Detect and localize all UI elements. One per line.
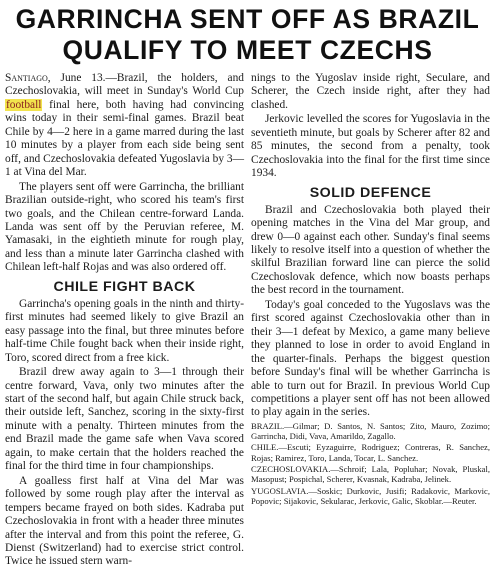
- paragraph-opening-matches: Brazil and Czechoslovakia both played their opening matches in the Vina del Mar group, and drew 0—0 against each other. Sunday's final seems likely to resolve itself into a question of whether the skilful Brazilian forward line can pierce the solid Czechoslovak defence, which now boasts perhaps the best record in the tournament.: [251, 203, 490, 297]
- paragraph-opening-goals: Garrincha's opening goals in the ninth and thirty-first minutes had seemed likely to give Brazil an easy passage into the final, but three minutes before half-time Chile fought back when their inside right, Toro, scored direct from a free kick.: [5, 297, 244, 364]
- headline-line-1: GARRINCHA SENT OFF AS BRAZIL: [15, 4, 480, 34]
- lineup-czechoslovakia: CZECHOSLOVAKIA.—Schroif; Lala, Popluhar; Novak, Pluskal, Masopust; Pospichal, Scherer, Kvasnak, Kadraba, Jelinek.: [251, 464, 490, 485]
- headline-line-2: QUALIFY TO MEET CZECHS: [62, 35, 433, 65]
- paragraph-jerkovic: Jerkovic levelled the scores for Yugoslavia in the seventieth minute, but goals by Scherer after 82 and 85 minutes, the second from a penalty, took Czechoslovakia into the final for the first time since 1934.: [251, 113, 490, 180]
- subheading-solid-defence: SOLID DEFENCE: [309, 184, 432, 201]
- lead-paragraph: [5, 72, 244, 180]
- paragraph-goalless-first-half: A goalless first half at Vina del Mar was followed by some rough play after the interval as tempers became frayed on both sides. Kadraba put Czechoslovakia in front with a header three minutes after the interval and from this point the referee, G. Dienst (Switzerland) had to exercise strict control. Twice he issued stern warn-: [5, 474, 244, 568]
- paragraph-continued-warnings: nings to the Yugoslav inside right, Seculare, and Scherer, the Czech inside right, after they had clashed.: [251, 72, 490, 111]
- left-column: [5, 72, 244, 570]
- dateline: Santiago,: [5, 72, 51, 84]
- lead-text-before: June 13.—Brazil, the holders, and Czechoslovakia, will meet in Sunday's World Cup: [5, 72, 244, 98]
- headline: [0, 4, 495, 66]
- lineup-chile: CHILE.—Escuti; Eyzaguirre, Rodriguez; Contreras, R. Sanchez, Rojas; Ramirez, Toro, Landa, Tocar, L. Sanchez.: [251, 442, 490, 463]
- highlighted-word: football: [6, 98, 42, 111]
- subheading-chile-fight-back: CHILE FIGHT BACK: [53, 278, 196, 295]
- lineup-brazil: BRAZIL.—Gilmar; D. Santos, N. Santos; Zito, Mauro, Zozimo; Garrincha, Didi, Vava, Amarildo, Zagallo.: [251, 420, 490, 442]
- lead-text-after: final here, both having had convincing wins today in their semi-final games. Brazil beat Chile by 4—2 here in a game marred during the last 10 minutes by a player from each side being sent off, and Czechoslovakia defeated Yugoslavia by 3—1 at Vina del Mar.: [5, 98, 244, 179]
- lineup-yugoslavia: YUGOSLAVIA.—Soskic; Durkovic, Jusifi; Radakovic, Markovic, Popovic; Sijakovic, Sekularac, Jerkovic, Galic, Skoblar.—Reuter.: [251, 485, 490, 506]
- paragraph-sent-off: The players sent off were Garrincha, the brilliant Brazilian outside-right, who scored his team's first two goals, and the Chilean centre-forward Landa. Landa was sent off by the Peruvian referee, M. Yamasaki, in the eightieth minute for rough play, and less than a minute later Garrincha clashed with Chilean left-half Rojas and was also ordered off.: [5, 180, 244, 274]
- paragraph-todays-goal: Today's goal conceded to the Yugoslavs was the first scored against Czechoslovakia other than in their 3—1 defeat by Mexico, a game many believe they planned to lose in order to avoid England in the quarter-finals. Perhaps the biggest question before Sunday's final will be whether Garrincha is able to turn out for Brazil. In previous World Cup competitions a player sent off has not been allowed to play again in the series.: [251, 298, 490, 419]
- paragraph-brazil-drew-away: Brazil drew away again to 3—1 through their centre forward, Vava, only two minutes after the start of the second half, but again Chile struck back, their outside left, Sanchez, scoring in the sixty-first minute with a penalty. Thirteen minutes from the end Brazil made the game safe when Vava scored again, to make certain that the holders reached the final for the third time in four championships.: [5, 366, 244, 473]
- right-column: [251, 72, 490, 507]
